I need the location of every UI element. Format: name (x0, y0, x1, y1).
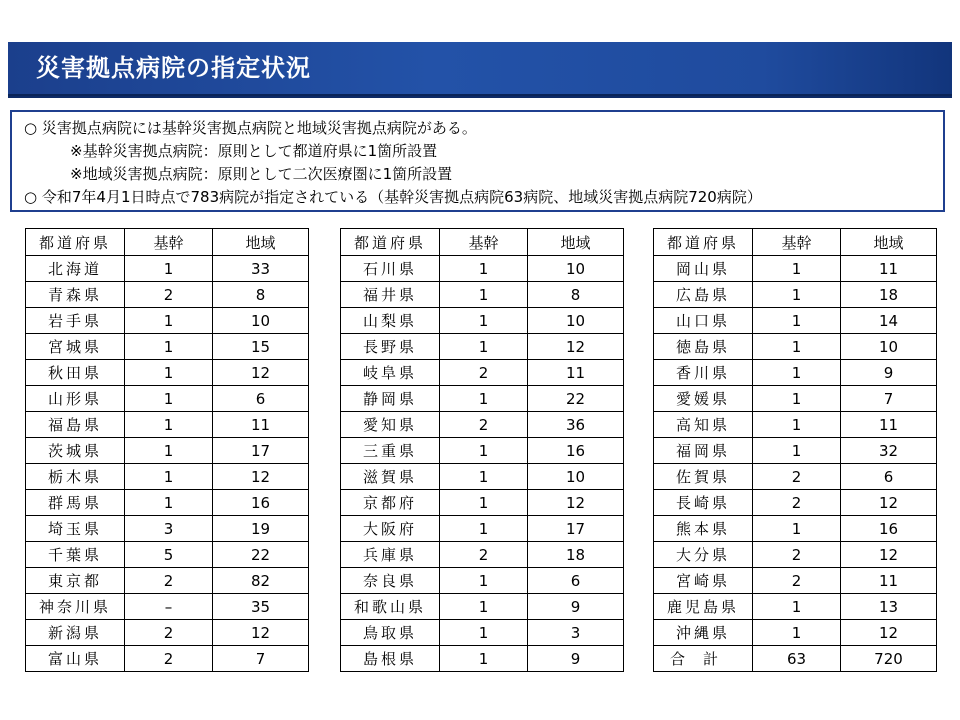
notice-line-1: ○ 災害拠点病院には基幹災害拠点病院と地域災害拠点病院がある。 (24, 119, 477, 137)
core-count-cell: 1 (440, 464, 528, 490)
table-row (341, 620, 624, 646)
regional-count-cell: 10 (213, 308, 309, 334)
column-header: 基幹 (753, 229, 841, 256)
prefecture-cell: 滋賀県 (341, 464, 440, 490)
prefecture-cell: 島根県 (341, 646, 440, 672)
table-row (341, 568, 624, 594)
core-count-cell: 63 (753, 646, 841, 672)
table-row (26, 360, 309, 386)
table-row (26, 438, 309, 464)
core-count-cell: 1 (125, 334, 213, 360)
prefecture-cell: 兵庫県 (341, 542, 440, 568)
core-count-cell: 2 (125, 568, 213, 594)
core-count-cell: 1 (125, 308, 213, 334)
regional-count-cell: 11 (528, 360, 624, 386)
core-count-cell: 3 (125, 516, 213, 542)
core-count-cell: 1 (753, 620, 841, 646)
prefecture-cell: 愛媛県 (654, 386, 753, 412)
table-row (341, 464, 624, 490)
table-row (654, 334, 937, 360)
title-bar (8, 42, 952, 98)
prefecture-cell: 沖縄県 (654, 620, 753, 646)
regional-count-cell: 14 (841, 308, 937, 334)
regional-count-cell: 10 (528, 464, 624, 490)
column-header: 都道府県 (654, 229, 753, 256)
regional-count-cell: 17 (213, 438, 309, 464)
regional-count-cell: 8 (528, 282, 624, 308)
table-row (26, 542, 309, 568)
table-row (654, 386, 937, 412)
table-row (654, 568, 937, 594)
core-count-cell: 5 (125, 542, 213, 568)
core-count-cell: 2 (125, 620, 213, 646)
prefecture-cell: 神奈川県 (26, 594, 125, 620)
prefecture-cell: 青森県 (26, 282, 125, 308)
prefecture-cell: 三重県 (341, 438, 440, 464)
table-row (26, 256, 309, 282)
regional-count-cell: 11 (841, 256, 937, 282)
core-count-cell: 2 (753, 568, 841, 594)
regional-count-cell: 11 (841, 412, 937, 438)
prefecture-cell: 秋田県 (26, 360, 125, 386)
table-header-row (26, 229, 309, 256)
regional-count-cell: 11 (841, 568, 937, 594)
prefecture-cell: 徳島県 (654, 334, 753, 360)
prefecture-table-3 (653, 228, 937, 672)
prefecture-cell: 長崎県 (654, 490, 753, 516)
prefecture-cell: 鳥取県 (341, 620, 440, 646)
regional-count-cell: 12 (213, 464, 309, 490)
core-count-cell: 2 (753, 490, 841, 516)
table-row (26, 282, 309, 308)
prefecture-cell: 鹿児島県 (654, 594, 753, 620)
prefecture-cell: 山形県 (26, 386, 125, 412)
prefecture-cell: 岐阜県 (341, 360, 440, 386)
column-header: 地域 (528, 229, 624, 256)
page-title: 災害拠点病院の指定状況 (36, 54, 311, 82)
prefecture-cell: 福島県 (26, 412, 125, 438)
table-row (341, 516, 624, 542)
core-count-cell: 1 (440, 256, 528, 282)
prefecture-cell: 愛知県 (341, 412, 440, 438)
regional-count-cell: 18 (528, 542, 624, 568)
core-count-cell: 1 (125, 490, 213, 516)
prefecture-cell: 岩手県 (26, 308, 125, 334)
prefecture-cell: 富山県 (26, 646, 125, 672)
regional-count-cell: 10 (528, 256, 624, 282)
table-row (341, 386, 624, 412)
prefecture-cell: 石川県 (341, 256, 440, 282)
core-count-cell: 1 (440, 516, 528, 542)
regional-count-cell: 13 (841, 594, 937, 620)
prefecture-cell: 群馬県 (26, 490, 125, 516)
core-count-cell: 2 (440, 542, 528, 568)
regional-count-cell: 7 (841, 386, 937, 412)
core-count-cell: 1 (753, 594, 841, 620)
prefecture-cell: 東京都 (26, 568, 125, 594)
table-row (341, 438, 624, 464)
regional-count-cell: 32 (841, 438, 937, 464)
core-count-cell: 1 (440, 334, 528, 360)
table-row (341, 360, 624, 386)
core-count-cell: 1 (125, 438, 213, 464)
table-row (341, 334, 624, 360)
prefecture-cell: 千葉県 (26, 542, 125, 568)
prefecture-cell: 福井県 (341, 282, 440, 308)
prefecture-cell: 佐賀県 (654, 464, 753, 490)
column-header: 基幹 (125, 229, 213, 256)
core-count-cell: 1 (753, 256, 841, 282)
regional-count-cell: 22 (528, 386, 624, 412)
core-count-cell: – (125, 594, 213, 620)
table-row (341, 542, 624, 568)
prefecture-cell: 岡山県 (654, 256, 753, 282)
table-row (26, 334, 309, 360)
table-row (26, 516, 309, 542)
column-header: 地域 (213, 229, 309, 256)
core-count-cell: 2 (753, 542, 841, 568)
core-count-cell: 2 (125, 282, 213, 308)
regional-count-cell: 18 (841, 282, 937, 308)
core-count-cell: 1 (125, 412, 213, 438)
table-header-row (341, 229, 624, 256)
core-count-cell: 1 (753, 516, 841, 542)
prefecture-cell: 宮城県 (26, 334, 125, 360)
table-row (654, 412, 937, 438)
table-row (654, 594, 937, 620)
prefecture-cell: 福岡県 (654, 438, 753, 464)
prefecture-cell: 静岡県 (341, 386, 440, 412)
table-row (26, 464, 309, 490)
column-header: 基幹 (440, 229, 528, 256)
regional-count-cell: 15 (213, 334, 309, 360)
core-count-cell: 1 (753, 334, 841, 360)
core-count-cell: 1 (440, 438, 528, 464)
table-header-row (654, 229, 937, 256)
core-count-cell: 1 (125, 256, 213, 282)
regional-count-cell: 19 (213, 516, 309, 542)
column-header: 都道府県 (341, 229, 440, 256)
core-count-cell: 2 (440, 360, 528, 386)
table-row (654, 620, 937, 646)
regional-count-cell: 7 (213, 646, 309, 672)
prefecture-cell: 熊本県 (654, 516, 753, 542)
table-row (654, 516, 937, 542)
core-count-cell: 1 (440, 308, 528, 334)
prefecture-cell: 和歌山県 (341, 594, 440, 620)
table-row (26, 620, 309, 646)
notice-line-4: ○ 令和7年4月1日時点で783病院が指定されている（基幹災害拠点病院63病院、地域災害拠点病院720病院） (24, 188, 762, 206)
notice-box (10, 110, 945, 212)
prefecture-cell: 高知県 (654, 412, 753, 438)
column-header: 都道府県 (26, 229, 125, 256)
table-row (341, 282, 624, 308)
prefecture-cell: 香川県 (654, 360, 753, 386)
table-row (654, 542, 937, 568)
regional-count-cell: 82 (213, 568, 309, 594)
regional-count-cell: 12 (213, 620, 309, 646)
core-count-cell: 1 (440, 386, 528, 412)
regional-count-cell: 12 (841, 620, 937, 646)
table-row (26, 646, 309, 672)
regional-count-cell: 16 (528, 438, 624, 464)
prefecture-cell: 大分県 (654, 542, 753, 568)
prefecture-cell: 茨城県 (26, 438, 125, 464)
table-row (654, 464, 937, 490)
core-count-cell: 1 (125, 386, 213, 412)
table-row (341, 308, 624, 334)
table-row (341, 256, 624, 282)
table-row (26, 308, 309, 334)
regional-count-cell: 9 (528, 646, 624, 672)
table-row (654, 490, 937, 516)
core-count-cell: 1 (125, 464, 213, 490)
table-row (26, 386, 309, 412)
core-count-cell: 1 (125, 360, 213, 386)
table-row (654, 646, 937, 672)
regional-count-cell: 12 (213, 360, 309, 386)
prefecture-cell: 長野県 (341, 334, 440, 360)
regional-count-cell: 33 (213, 256, 309, 282)
notice-line-2: ※基幹災害拠点病院：原則として都道府県に1箇所設置 (70, 142, 438, 160)
regional-count-cell: 6 (528, 568, 624, 594)
table-row (654, 438, 937, 464)
regional-count-cell: 16 (841, 516, 937, 542)
prefecture-cell: 山梨県 (341, 308, 440, 334)
prefecture-cell: 奈良県 (341, 568, 440, 594)
prefecture-cell: 山口県 (654, 308, 753, 334)
regional-count-cell: 16 (213, 490, 309, 516)
core-count-cell: 1 (440, 490, 528, 516)
prefecture-cell: 埼玉県 (26, 516, 125, 542)
table-row (26, 490, 309, 516)
table-row (341, 594, 624, 620)
regional-count-cell: 22 (213, 542, 309, 568)
core-count-cell: 2 (440, 412, 528, 438)
table-row (26, 594, 309, 620)
table-row (341, 646, 624, 672)
regional-count-cell: 12 (528, 334, 624, 360)
prefecture-cell: 京都府 (341, 490, 440, 516)
regional-count-cell: 10 (528, 308, 624, 334)
notice-line-3: ※地域災害拠点病院：原則として二次医療圏に1箇所設置 (70, 165, 453, 183)
table-row (654, 308, 937, 334)
column-header: 地域 (841, 229, 937, 256)
prefecture-cell: 合計 (654, 646, 753, 672)
regional-count-cell: 12 (841, 490, 937, 516)
regional-count-cell: 3 (528, 620, 624, 646)
title-underline (8, 94, 952, 96)
regional-count-cell: 17 (528, 516, 624, 542)
core-count-cell: 1 (440, 568, 528, 594)
prefecture-cell: 宮崎県 (654, 568, 753, 594)
regional-count-cell: 12 (528, 490, 624, 516)
table-row (341, 490, 624, 516)
prefecture-cell: 北海道 (26, 256, 125, 282)
table-row (26, 412, 309, 438)
regional-count-cell: 8 (213, 282, 309, 308)
prefecture-table-1 (25, 228, 309, 672)
regional-count-cell: 36 (528, 412, 624, 438)
regional-count-cell: 6 (213, 386, 309, 412)
regional-count-cell: 720 (841, 646, 937, 672)
regional-count-cell: 35 (213, 594, 309, 620)
table-row (654, 282, 937, 308)
core-count-cell: 1 (753, 308, 841, 334)
regional-count-cell: 10 (841, 334, 937, 360)
table-row (26, 568, 309, 594)
prefecture-cell: 栃木県 (26, 464, 125, 490)
prefecture-cell: 新潟県 (26, 620, 125, 646)
core-count-cell: 1 (440, 282, 528, 308)
regional-count-cell: 11 (213, 412, 309, 438)
regional-count-cell: 9 (528, 594, 624, 620)
regional-count-cell: 9 (841, 360, 937, 386)
core-count-cell: 1 (753, 386, 841, 412)
core-count-cell: 2 (125, 646, 213, 672)
prefecture-table-2 (340, 228, 624, 672)
core-count-cell: 1 (753, 282, 841, 308)
core-count-cell: 1 (753, 360, 841, 386)
table-row (341, 412, 624, 438)
core-count-cell: 1 (753, 438, 841, 464)
regional-count-cell: 12 (841, 542, 937, 568)
prefecture-cell: 広島県 (654, 282, 753, 308)
table-row (654, 360, 937, 386)
core-count-cell: 1 (753, 412, 841, 438)
regional-count-cell: 6 (841, 464, 937, 490)
core-count-cell: 1 (440, 594, 528, 620)
table-row (654, 256, 937, 282)
prefecture-cell: 大阪府 (341, 516, 440, 542)
core-count-cell: 2 (753, 464, 841, 490)
core-count-cell: 1 (440, 620, 528, 646)
core-count-cell: 1 (440, 646, 528, 672)
